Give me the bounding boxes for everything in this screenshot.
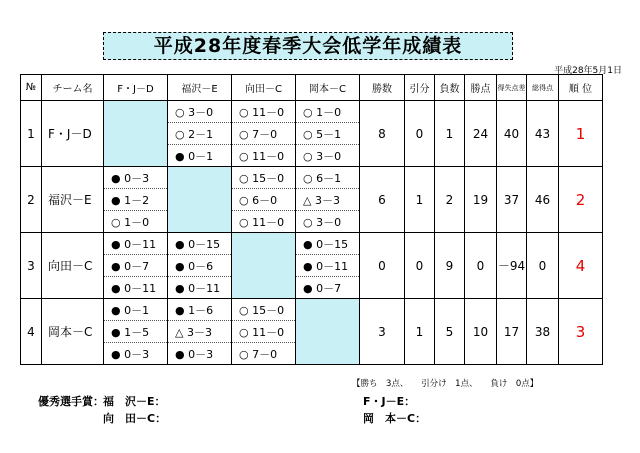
match-result: ○ 15－0 [232,167,296,189]
header-points: 勝点 [465,75,497,101]
points-legend: 【勝ち 3点、 引分け 1点、 負け 0点】 [352,379,539,389]
stat-rank: 4 [559,233,603,299]
match-result: ○ 3－0 [296,211,360,233]
match-result: ○ 7－0 [232,343,296,365]
team-name: 向田－C [42,233,104,299]
match-result: ● 0－11 [168,277,232,299]
match-result: ● 1－5 [104,321,168,343]
stat-total-goals: 46 [527,167,559,233]
match-result: ● 0－3 [168,343,232,365]
match-result: ● 0－15 [168,233,232,255]
stat-rank: 2 [559,167,603,233]
match-result: ○ 11－0 [232,211,296,233]
table-row [21,299,603,321]
match-result: △ 3－3 [168,321,232,343]
match-result: ● 1－6 [168,299,232,321]
stat-points: 10 [465,299,497,365]
stat-draws: 0 [405,101,435,167]
header-row [21,75,603,101]
header-opponent: 岡本－C [296,75,360,101]
stat-total-goals: 43 [527,101,559,167]
stat-draws: 1 [405,167,435,233]
team-number: 2 [21,167,42,233]
match-result: ○ 5－1 [296,123,360,145]
header-opponent: 向田－C [232,75,296,101]
team-name: 岡本－C [42,299,104,365]
stat-rank: 1 [559,101,603,167]
stat-goal-diff: 40 [497,101,527,167]
stat-wins: 8 [360,101,405,167]
team-number: 4 [21,299,42,365]
match-result: ○ 11－0 [232,145,296,167]
date-label: 平成28年5月1日 [554,66,622,76]
stat-rank: 3 [559,299,603,365]
self-match-cell [232,233,296,299]
match-result: ● 0－3 [104,343,168,365]
header-opponent: F・J－D [104,75,168,101]
header-no: № [21,75,42,101]
match-result: ○ 15－0 [232,299,296,321]
match-result: ○ 2－1 [168,123,232,145]
match-result: ● 0－1 [104,299,168,321]
match-result: ● 0－11 [296,255,360,277]
header-wins: 勝数 [360,75,405,101]
match-result: ○ 3－0 [168,101,232,123]
stat-points: 0 [465,233,497,299]
match-result: ● 0－15 [296,233,360,255]
stat-goal-diff: 17 [497,299,527,365]
stat-wins: 0 [360,233,405,299]
header-total-goals: 総得点 [527,75,559,101]
stat-losses: 5 [435,299,465,365]
match-result: ○ 6－0 [232,189,296,211]
stat-losses: 2 [435,167,465,233]
match-result: ○ 11－0 [232,101,296,123]
match-result: ● 0－7 [104,255,168,277]
award-entry: F・J－E： [363,395,416,408]
stat-points: 19 [465,167,497,233]
match-result: ● 0－11 [104,277,168,299]
stat-points: 24 [465,101,497,167]
page-title: 平成28年度春季大会低学年成績表 [103,32,513,60]
stat-goal-diff: 37 [497,167,527,233]
stat-losses: 1 [435,101,465,167]
header-losses: 負数 [435,75,465,101]
stat-draws: 1 [405,299,435,365]
stat-total-goals: 0 [527,233,559,299]
team-number: 3 [21,233,42,299]
team-number: 1 [21,101,42,167]
award-entry: 向 田－C： [103,412,167,425]
team-name: F・J－D [42,101,104,167]
awards-label: 優秀選手賞： [38,395,104,408]
stat-wins: 3 [360,299,405,365]
table-row [21,233,603,255]
team-name: 福沢－E [42,167,104,233]
stat-goal-diff: －94 [497,233,527,299]
match-result: ○ 1－0 [104,211,168,233]
stat-draws: 0 [405,233,435,299]
header-goal-diff: 得失点差 [497,75,527,101]
match-result: ○ 7－0 [232,123,296,145]
header-team: チーム名 [42,75,104,101]
award-entry: 岡 本－C： [363,412,427,425]
header-rank: 順 位 [559,75,603,101]
self-match-cell [168,167,232,233]
match-result: ○ 1－0 [296,101,360,123]
header-draws: 引分 [405,75,435,101]
stat-total-goals: 38 [527,299,559,365]
match-result: ● 0－3 [104,167,168,189]
score-table [20,74,603,365]
table-row [21,101,603,123]
match-result: △ 3－3 [296,189,360,211]
match-result: ○ 11－0 [232,321,296,343]
match-result: ● 0－11 [104,233,168,255]
award-entry: 福 沢－E： [103,395,166,408]
match-result: ○ 6－1 [296,167,360,189]
match-result: ● 0－6 [168,255,232,277]
stat-losses: 9 [435,233,465,299]
header-opponent: 福沢－E [168,75,232,101]
match-result: ● 0－1 [168,145,232,167]
match-result: ○ 3－0 [296,145,360,167]
self-match-cell [104,101,168,167]
table-row [21,167,603,189]
stat-wins: 6 [360,167,405,233]
self-match-cell [296,299,360,365]
match-result: ● 0－7 [296,277,360,299]
match-result: ● 1－2 [104,189,168,211]
